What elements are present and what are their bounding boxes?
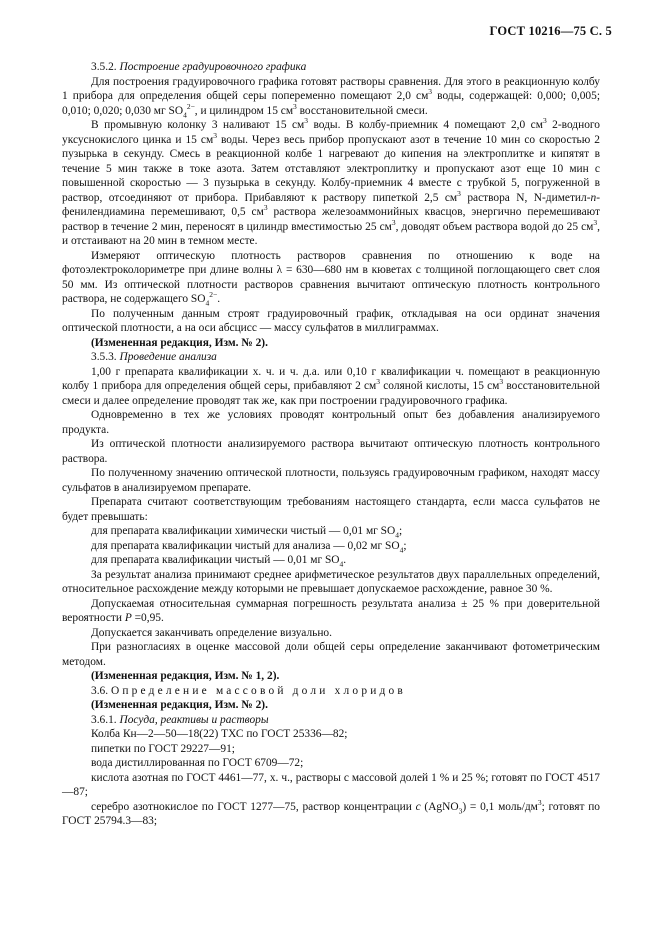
paragraph: 3.5.3. Проведение анализа [91, 351, 217, 363]
paragraph: для препарата квалификации чистый — 0,01 мг $SO_4$. [91, 554, 347, 569]
paragraph: пипетки по ГОСТ 29227—91; [91, 742, 235, 755]
paragraph: кислота азотная по ГОСТ 4461—77, х. ч., растворы с массовой долей 1 % и 25 %; готовят по ГОСТ 4517—87; [62, 771, 600, 798]
page-header: ГОСТ 10216—75 С. 5 [489, 24, 612, 38]
paragraph: 3.5.2. Построение градуировочного графика [91, 61, 307, 73]
paragraph: При разногласиях в оценке массовой доли общей серы определение заканчивают фотометрическим методом. [62, 641, 600, 668]
paragraph: 1,00 г препарата квалификации х. ч. и ч. д.а. или 0,10 г квалификации ч. помещают в реакционную колбу 1 прибора для определения общей серы, прибавляют 2 $см^3$ соляной кислоты, 15 $см^3$ восстановительной смеси и далее определение проводят так же, как при построении градуировочного графика. [62, 365, 600, 407]
paragraph: По полученным данным строят градуировочный график, откладывая на оси ординат значения оптической плотности, а на оси абсцисс — массу сульфатов в миллиграммах. [62, 307, 600, 334]
paragraph: серебро азотнокислое по ГОСТ 1277—75, раствор концентрации c (AgNO$_3$) = 0,1 моль/$дм^3$; готовят по ГОСТ 25794.3—83; [62, 797, 600, 827]
paragraph: Допускаемая относительная суммарная погрешность результата анализа ± 25 % при доверительной вероятности P =0,95. [62, 597, 600, 624]
paragraph: для препарата квалификации химически чистый — 0,01 мг $SO_4$; [91, 525, 403, 540]
paragraph: (Измененная редакция, Изм. № 1, 2). [91, 670, 280, 682]
paragraph: для препарата квалификации чистый для анализа — 0,02 мг $SO_4$; [91, 539, 407, 554]
paragraph: Колба Кн—2—50—18(22) ТХС по ГОСТ 25336—82; [91, 728, 348, 740]
paragraph: За результат анализа принимают среднее арифметическое результатов двух параллельных определений, относительное расхождение между которыми не превышает допускаемое расхождение, равное 30 %. [62, 568, 600, 595]
paragraph: По полученному значению оптической плотности, пользуясь градуировочным графиком, находят массу сульфатов в анализируемом препарате. [62, 467, 600, 494]
paragraph: Из оптической плотности анализируемого раствора вычитают оптическую плотность контрольного раствора. [62, 438, 600, 465]
paragraph: (Измененная редакция, Изм. № 2). [91, 699, 268, 711]
paragraph: Для построения градуировочного графика готовят растворы сравнения. Для этого в реакционную колбу 1 прибора для определения общей серы попеременно помещают 2,0 $см^3$ воды, содержащей: 0,000; 0,005; 0,010; 0,020; 0,030 мг $SO_4^{2-}$, и цилиндром 15 $см^3$ восстановительной смеси. [62, 75, 600, 119]
paragraph: Измеряют оптическую плотность растворов сравнения по отношению к воде на фотоэлектроколориметре при длине волны λ = 630—680 нм в кюветах с толщиной поглощающего свет слоя 50 мм. Из оптической плотности растворов сравнения вычитают оптическую плотность контрольного раствора, не содержащего $SO_4^{2-}$. [62, 249, 600, 308]
paragraph: Препарата считают соответствующим требованиям настоящего стандарта, если масса сульфатов не будет превышать: [62, 496, 600, 523]
paragraph: Одновременно в тех же условиях проводят контрольный опыт без добавления анализируемого продукта. [62, 409, 600, 436]
document-body [62, 60, 600, 829]
paragraph: (Измененная редакция, Изм. № 2). [91, 336, 268, 349]
paragraph: В промывную колонку 3 наливают 15 $см^3$ воды. В колбу-приемник 4 помещают 2,0 $см^3$ 2-водного уксуснокислого цинка и 15 $см^3$ воды. Через весь прибор пропускают азот в течение 10 мин со скоростью 2 пузырька в секунду. Смесь в реакционной колбе 1 нагревают до кипения на электроплитке и кипятят в течение 5 мин также в токе азота. Затем отставляют электроплитку и пропускают азот еще 10 мин с повышенной скоростью — 3 пузырька в секунду. Колбу-приемник 4 вместе с трубкой 5, погруженной в раствор, отсоединяют от прибора. Прибавляют к раствору пипеткой 2,5 $см^3$ раствора N, N-диметил-n-фенилендиамина перемешивают, 0,5 $см^3$ раствора железоаммонийных квасцов, энергично перемешивают раствор в течение 2 мин, переносят в цилиндр вместимостью 25 $см^3$, доводят объем раствора водой до 25 $см^3$, и отстаивают на 20 мин в темном месте. [62, 116, 601, 247]
paragraph: 3.6. Определение массовой доли хлоридов [91, 684, 406, 697]
paragraph: Допускается заканчивать определение визуально. [91, 626, 332, 639]
paragraph: вода дистиллированная по ГОСТ 6709—72; [91, 757, 304, 769]
paragraph: 3.6.1. Посуда, реактивы и растворы [91, 713, 269, 726]
